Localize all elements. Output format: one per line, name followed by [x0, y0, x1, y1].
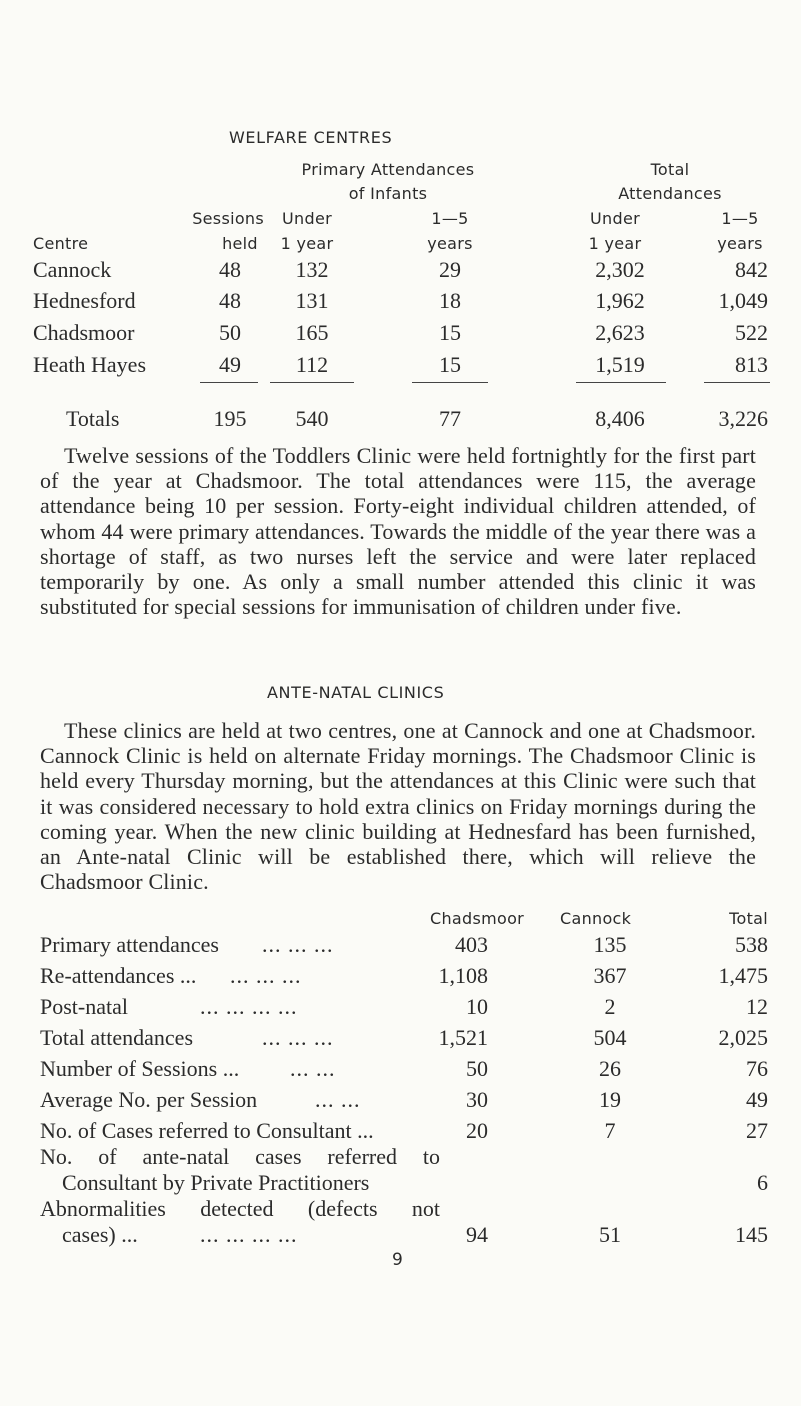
chadsmoor-value: 1,108 [438, 963, 488, 988]
primary-under-header: Under [282, 209, 332, 228]
total-1-5-value: 522 [735, 320, 768, 345]
total-under-total: 8,406 [595, 406, 645, 431]
primary-1-5-value: 18 [439, 288, 461, 313]
row-label: No. of ante-natal cases referred to [40, 1144, 440, 1169]
cannock-value: 367 [593, 963, 627, 988]
sessions-total: 195 [213, 406, 247, 431]
cannock-value: 19 [599, 1087, 621, 1112]
total-1-5-header: 1—5 [721, 209, 759, 228]
primary-under-value: 112 [295, 352, 329, 377]
centre-name: Heath Hayes [33, 352, 147, 377]
primary-attendances-header: Primary Attendances [301, 160, 475, 179]
totals-rule [200, 382, 258, 383]
cannock-value: 26 [599, 1056, 621, 1081]
total-column-header: Total [729, 909, 768, 928]
total-under-header: Under [590, 209, 640, 228]
primary-1-5-value: 15 [439, 352, 461, 377]
row-label: Abnormalities detected (defects not [40, 1196, 440, 1221]
leader-dots: ... ... [315, 1087, 361, 1112]
chadsmoor-value: 403 [455, 932, 488, 957]
total-value: 76 [746, 1056, 768, 1081]
total-1-5-value: 842 [735, 257, 768, 282]
sessions-value: 50 [219, 320, 241, 345]
primary-1-5-value: 15 [439, 320, 461, 345]
total-value: 2,025 [718, 1025, 768, 1050]
leader-dots: ... ... ... ... [200, 1222, 298, 1247]
cannock-column-header: Cannock [560, 909, 632, 928]
totals-rule [270, 382, 354, 383]
chadsmoor-value: 10 [466, 994, 488, 1019]
chadsmoor-value: 20 [466, 1118, 488, 1143]
primary-1-5-value: 29 [439, 257, 461, 282]
centre-name: Chadsmoor [33, 320, 135, 345]
row-label-continued: Consultant by Private Practitioners [62, 1170, 370, 1195]
row-label: Total attendances [40, 1025, 194, 1050]
primary-under-total: 540 [295, 406, 329, 431]
centre-name: Hednesford [33, 288, 136, 313]
chadsmoor-column-header: Chadsmoor [430, 909, 525, 928]
leader-dots: ... ... [290, 1056, 336, 1081]
chadsmoor-value: 30 [466, 1087, 488, 1112]
total-value: 538 [735, 932, 768, 957]
total-value: 6 [757, 1170, 768, 1195]
cannock-value: 135 [593, 932, 627, 957]
antenatal-paragraph: These clinics are held at two centres, one at Cannock and one at Chadsmoor. Cannock Clinic is held on alternate Friday mornings. The Chadsmoor Clinic is held every Thursday morning, but the attendances at this Clinic were such that it was considered necessary to hold extra clinics on Friday mornings during the coming year. When the new clinic building at Hednesfard has been furnished, an Ante-natal Clinic will be established there, which will relieve the Chadsmoor Clinic. [40, 718, 756, 895]
totals-label: Totals [66, 406, 120, 431]
primary-under-value: 131 [295, 288, 329, 313]
row-label: No. of Cases referred to Consultant ... [40, 1118, 374, 1143]
leader-dots: ... ... ... [230, 963, 302, 988]
leader-dots: ... ... ... [262, 1025, 334, 1050]
total-value: 145 [735, 1222, 768, 1247]
sessions-value: 48 [219, 288, 241, 313]
sessions-value: 49 [219, 352, 241, 377]
sessions-value: 48 [219, 257, 241, 282]
totals-rule [412, 382, 488, 383]
attendances-header: Attendances [618, 184, 722, 203]
row-label: Re-attendances ... [40, 963, 197, 988]
primary-1-year-header: 1 year [280, 234, 334, 253]
page-number: 9 [392, 1250, 404, 1270]
primary-under-value: 132 [295, 257, 329, 282]
cannock-value: 504 [593, 1025, 627, 1050]
total-header: Total [650, 160, 690, 179]
row-label-continued: cases) ... [62, 1222, 138, 1247]
cannock-value: 51 [599, 1222, 621, 1247]
toddlers-clinic-paragraph: Twelve sessions of the Toddlers Clinic were held fortnightly for the first part of the year at Chadsmoor. The total attendances were 115, the average attendance being 10 per session. Forty-eight individual children attended, of whom 44 were primary attendances. Towards the middle of the year there was a shortage of staff, as two nurses left the service and were later replaced temporarily by one. As only a small number attended this clinic it was substituted for special sessions for immunisation of children under five. [40, 443, 756, 620]
total-1-5-total: 3,226 [718, 406, 768, 431]
primary-1-5-total: 77 [439, 406, 461, 431]
total-value: 12 [746, 994, 768, 1019]
sessions-header: Sessions [192, 209, 264, 228]
row-label: Post-natal [40, 994, 128, 1019]
held-header: held [222, 234, 258, 253]
cannock-value: 7 [604, 1118, 616, 1143]
total-1-year-header: 1 year [588, 234, 642, 253]
total-value: 1,475 [718, 963, 768, 988]
chadsmoor-value: 94 [466, 1222, 488, 1247]
row-label: Number of Sessions ... [40, 1056, 240, 1081]
antenatal-heading: ANTE-NATAL CLINICS [267, 683, 445, 702]
centre-name: Cannock [33, 257, 112, 282]
cannock-value: 2 [604, 994, 616, 1019]
total-under-value: 1,519 [595, 352, 645, 377]
chadsmoor-value: 1,521 [438, 1025, 488, 1050]
row-label: Average No. per Session [40, 1087, 258, 1112]
total-under-value: 2,623 [595, 320, 645, 345]
primary-under-value: 165 [295, 320, 329, 345]
leader-dots: ... ... ... ... [200, 994, 298, 1019]
total-1-5-value: 1,049 [718, 288, 768, 313]
total-1-5-value: 813 [735, 352, 768, 377]
primary-years-header: years [427, 234, 473, 253]
total-under-value: 1,962 [595, 288, 645, 313]
total-value: 49 [746, 1087, 768, 1112]
row-label: Primary attendances [40, 932, 219, 957]
leader-dots: ... ... ... [262, 932, 334, 957]
totals-rule [704, 382, 770, 383]
total-under-value: 2,302 [595, 257, 645, 282]
chadsmoor-value: 50 [466, 1056, 488, 1081]
of-infants-header: of Infants [348, 184, 428, 203]
welfare-heading: WELFARE CENTRES [229, 128, 393, 147]
total-value: 27 [746, 1118, 768, 1143]
centre-header: Centre [33, 234, 89, 253]
total-years-header: years [717, 234, 763, 253]
primary-1-5-header: 1—5 [431, 209, 469, 228]
totals-rule [576, 382, 666, 383]
